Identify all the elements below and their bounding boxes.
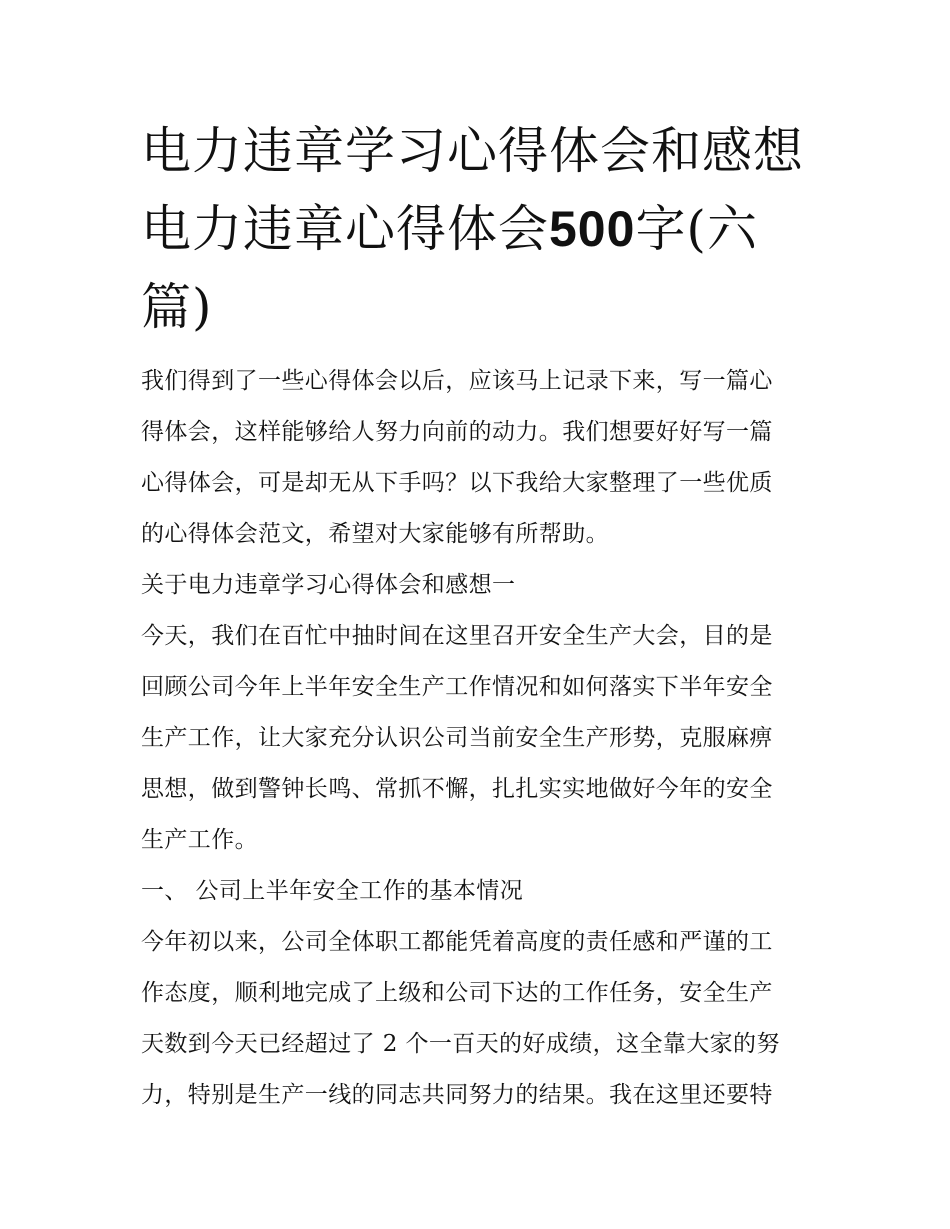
title-text-part1: 电力违章学习心得体会和感想电力违章心得体会: [141, 122, 804, 258]
body-line: 天数到今天已经超过了 2 个一百天的好成绩，这全靠大家的努: [141, 1031, 780, 1057]
document-body: [141, 356, 813, 1121]
body-line: 今天，我们在百忙中抽时间在这里召开安全生产大会，目的是: [141, 623, 773, 649]
document-page: [141, 112, 813, 1121]
body-line: 回顾公司今年上半年安全生产工作情况和如何落实下半年安全: [141, 674, 773, 700]
body-line: 生产工作。: [141, 827, 258, 853]
document-title: [141, 112, 813, 346]
title-number: 500: [549, 201, 636, 257]
subsection-heading: 一、 公司上半年安全工作的基本情况: [141, 878, 524, 904]
body-line: 作态度，顺利地完成了上级和公司下达的工作任务，安全生产: [141, 980, 773, 1006]
body-line: 力，特别是生产一线的同志共同努力的结果。我在这里还要特: [141, 1082, 773, 1108]
body-line: 思想，做到警钟长鸣、常抓不懈，扎扎实实地做好今年的安全: [141, 776, 773, 802]
body-line: 心得体会，可是却无从下手吗？以下我给大家整理了一些优质: [141, 470, 773, 496]
body-line: 我们得到了一些心得体会以后，应该马上记录下来，写一篇心: [141, 368, 773, 394]
body-line: 今年初以来，公司全体职工都能凭着高度的责任感和严谨的工: [141, 929, 773, 955]
title-text-part2: 字(六篇): [141, 200, 758, 336]
body-line: 生产工作，让大家充分认识公司当前安全生产形势，克服麻痹: [141, 725, 773, 751]
body-line: 的心得体会范文，希望对大家能够有所帮助。: [141, 521, 609, 547]
section-heading: 关于电力违章学习心得体会和感想一: [141, 572, 516, 598]
body-line: 得体会，这样能够给人努力向前的动力。我们想要好好写一篇: [141, 419, 773, 445]
